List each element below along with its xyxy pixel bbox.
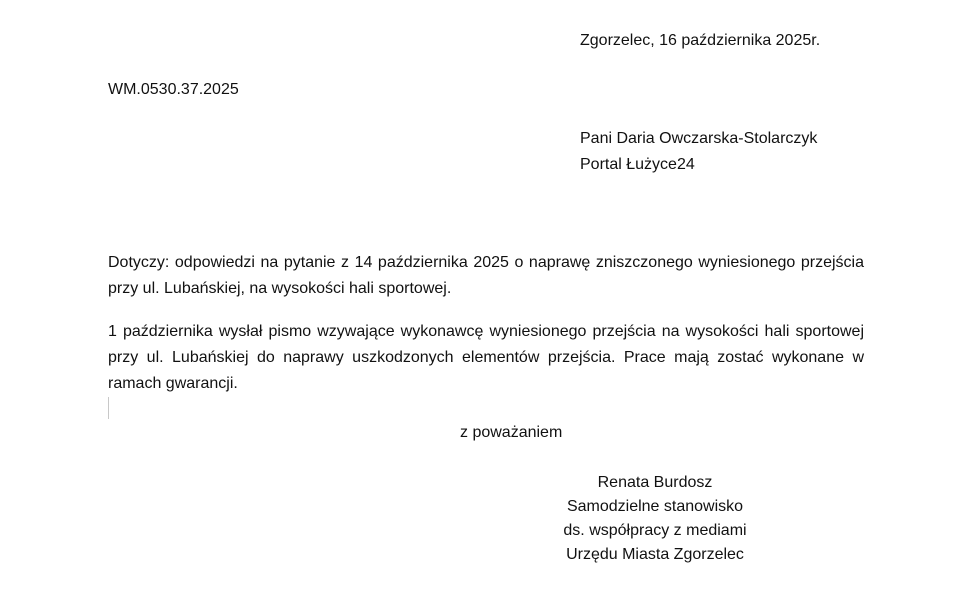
subject-paragraph: Dotyczy: odpowiedzi na pytanie z 14 października 2025 o naprawę zniszczonego wyniesionego przejścia przy ul. Lubańskiej, na wysokości hali sportowej. [108, 254, 864, 297]
recipient-organization: Portal Łużyce24 [580, 156, 695, 173]
signature-block [540, 471, 770, 567]
signature-name: Renata Burdosz [597, 474, 713, 491]
recipient-name: Pani Daria Owczarska-Stolarczyk [580, 130, 818, 147]
closing-phrase: z poważaniem [460, 424, 563, 441]
body-paragraph: 1 października wysłał pismo wzywające wykonawcę wyniesionego przejścia na wysokości hali sportowej przy ul. Lubańskiej do naprawy uszkodzonych elementów przejścia. Prace mają zostać wykonane w ramach gwarancji. [108, 323, 864, 392]
text-cursor [108, 397, 109, 419]
signature-position: Samodzielne stanowisko [566, 498, 744, 515]
signature-office: Urzędu Miasta Zgorzelec [566, 546, 744, 563]
place-date: Zgorzelec, 16 października 2025r. [580, 32, 821, 49]
signature-department: ds. współpracy z mediami [563, 522, 747, 539]
reference-number: WM.0530.37.2025 [108, 81, 239, 98]
